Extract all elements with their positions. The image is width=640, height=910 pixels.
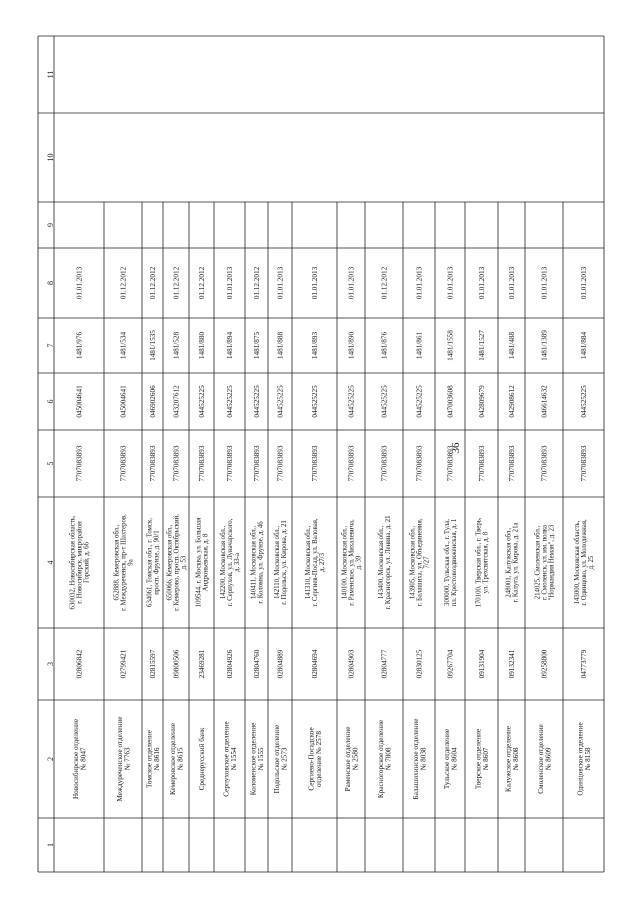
branch-address-line: 143400, Московская обл., <box>377 525 385 600</box>
branch-reg-number <box>416 332 424 360</box>
branch-address-line: 7/27 <box>423 556 431 569</box>
branch-inn-line: 7707083893 <box>311 445 320 482</box>
branch-reg-number-line: 1481/890 <box>347 331 356 360</box>
branch-address-line: г. Калуга, ул. Кирова, д. 21а <box>512 522 520 603</box>
branch-name-line: № 8615 <box>176 747 185 771</box>
branch-inn <box>149 445 157 481</box>
branch-date-line: 01.01.2013 <box>508 266 517 300</box>
branch-address-line: "Нормандия Неман", д. 23 <box>548 524 556 601</box>
branch-code-line: 23469281 <box>198 649 207 679</box>
branch-address-line: г. Серпухов, ул. Луначарского, <box>226 518 234 607</box>
branch-code <box>478 649 486 678</box>
branch-bik-line: 046614632 <box>540 385 549 418</box>
branch-inn-line: 7707083893 <box>580 445 589 482</box>
column-number: 5 <box>46 461 55 466</box>
branch-date-line: 01.01.2013 <box>276 266 285 300</box>
branch-code-line: 09800506 <box>172 649 181 679</box>
branch-reg-number-line: 1481/875 <box>253 331 262 360</box>
branch-inn <box>508 445 516 481</box>
branch-reg-number <box>508 332 516 360</box>
column-number: 3 <box>46 662 55 666</box>
branch-reg-number <box>381 332 389 360</box>
branch-bik-line: 044525225 <box>253 385 262 418</box>
branch-name-line: № 8616 <box>152 747 161 771</box>
branch-code-line: 02804889 <box>276 649 285 679</box>
branch-inn-line: 7707083893 <box>347 445 356 482</box>
branch-code <box>76 649 84 678</box>
branch-reg-number-line: 1481/861 <box>415 331 424 360</box>
branch-inn-line: 7707083893 <box>149 445 158 482</box>
branch-address-line: 143000, Московская область, <box>573 520 581 605</box>
branch-bik <box>76 385 84 418</box>
branch-inn <box>541 445 549 481</box>
branch-name <box>377 720 393 798</box>
branch-address-line: г. Одинцово, ул. Молодежная, <box>580 519 588 606</box>
branch-date-line: 01.12.2012 <box>149 266 158 300</box>
branch-date-line: 01.12.2012 <box>253 266 262 300</box>
branch-date-line: 01.01.2013 <box>75 266 84 300</box>
branch-bik-line: 044525225 <box>198 385 207 418</box>
branch-bik <box>198 385 206 418</box>
branch-address-line: 248001, Калужская обл., <box>505 527 513 598</box>
branch-name-line: Одинцовское отделение <box>576 722 585 796</box>
branch-code <box>311 649 319 678</box>
branch-bik <box>508 385 516 418</box>
branch-address-line: 140411, Московская обл., <box>250 525 258 600</box>
branch-code-line: 09267704 <box>446 649 455 679</box>
column-number: 6 <box>46 399 55 404</box>
branch-code-line: 02804760 <box>253 649 262 679</box>
branch-date <box>198 266 206 299</box>
branch-name-line: Кемеровское отделение <box>168 722 177 796</box>
branch-name-line: № 8607 <box>481 747 490 771</box>
branch-address-line: 142200, Московская обл., <box>219 525 227 600</box>
branch-name <box>169 723 185 795</box>
branch-inn <box>381 445 389 481</box>
branch-name-line: Среднерусский банк <box>198 727 207 791</box>
branch-name-line: Балашихинское отделение <box>411 718 420 800</box>
branch-bik-line: 044525225 <box>311 385 320 418</box>
branch-name-line: Красногорское отделение <box>376 719 385 799</box>
branch-address-line: 141310, Московская обл., <box>304 525 312 600</box>
branch-code <box>447 649 455 678</box>
branch-date <box>348 266 356 299</box>
branch-address-line: г. Подольск, ул. Кирова, д. 21 <box>280 520 288 605</box>
branch-inn <box>76 445 84 481</box>
branch-inn-line: 7707083893 <box>380 445 389 482</box>
branch-bik <box>348 385 356 418</box>
branch-bik <box>311 385 319 418</box>
branch-address-line: 170100, Тверская обл., г. Тверь, <box>475 517 483 608</box>
branch-address-line: д. 53 <box>180 555 188 570</box>
branch-address-line: г. Новосибирск, микрорайон <box>76 521 84 604</box>
branch-bik-line: 044525225 <box>580 385 589 418</box>
branch-date <box>76 266 84 299</box>
branch-reg-number-line: 1481/528 <box>172 331 181 360</box>
branch-address-line: 630032, Новосибирская область, <box>69 515 77 610</box>
branch-address-line: д. 39 <box>355 555 363 570</box>
branch-reg-number-line: 1481/894 <box>226 331 235 360</box>
branch-address <box>195 518 209 607</box>
branch-name <box>222 721 238 796</box>
branch-code <box>120 649 128 678</box>
branch-inn-line: 7707083893 <box>276 445 285 482</box>
branch-address-line: д. 25 <box>588 555 596 570</box>
branch-date <box>381 266 389 299</box>
branch-name-line: № 2580 <box>351 747 360 771</box>
branch-bik <box>149 385 157 418</box>
branch-address <box>113 514 134 611</box>
branch-address-line: 142110, Московская обл., <box>273 525 281 600</box>
column-number: 11 <box>46 70 55 79</box>
branch-code <box>173 649 181 678</box>
branch-address-line: г. Междуреченск, пр-т Шахтеров, <box>120 514 128 611</box>
branch-bik <box>277 385 285 418</box>
branch-date <box>447 266 455 299</box>
branch-code-line: 09131904 <box>478 649 487 679</box>
branch-address-line: 214025, Смоленская обл., <box>534 525 542 600</box>
branch-name <box>443 729 459 789</box>
branch-reg-number <box>580 332 588 360</box>
branch-inn-line: 7707083893 <box>478 445 487 482</box>
branch-bik-line: 044525225 <box>415 385 424 418</box>
branch-address <box>409 518 430 606</box>
branch-inn-line: 7707083893 <box>446 445 455 482</box>
branch-date-line: 01.01.2013 <box>415 266 424 300</box>
branch-date-line: 01.01.2013 <box>580 266 589 300</box>
branch-bik <box>541 385 549 418</box>
branch-inn <box>277 445 285 481</box>
branch-address-line: ул. Трехсвятская, д. 8 <box>482 531 490 594</box>
branch-address-line: 140100, Московская обл., <box>341 525 349 600</box>
branch-bik-line: 044525225 <box>276 385 285 418</box>
branch-date <box>226 266 234 299</box>
branch-bik-line: 047003608 <box>446 385 455 418</box>
branch-inn <box>173 445 181 481</box>
branch-address <box>378 515 392 609</box>
branch-name-line: № 8604 <box>450 747 459 771</box>
branch-code-line: 02806842 <box>75 649 84 679</box>
branch-address <box>505 523 519 603</box>
branch-bik-line: 045004641 <box>119 385 128 418</box>
branch-inn-line: 7707083893 <box>540 445 549 482</box>
branch-inn-line: 7707083893 <box>172 445 181 482</box>
branch-address-line: г. Сергиев-Посад, ул. Валовая, <box>311 518 319 607</box>
branch-code-line: 02804903 <box>347 649 356 679</box>
branch-date <box>311 266 319 299</box>
branch-name-line: № 7763 <box>123 747 132 771</box>
branch-name-line: № 8609 <box>544 747 553 771</box>
branch-bik <box>226 385 234 418</box>
branch-inn-line: 7707083893 <box>226 445 235 482</box>
branch-date-line: 01.01.2013 <box>478 266 487 300</box>
branch-address-line: г. Красногорск, ул. Ленина, д. 21 <box>384 515 392 610</box>
branch-address <box>220 518 241 606</box>
branch-date-line: 01.01.2013 <box>311 266 320 300</box>
branch-reg-number-line: 1481/893 <box>311 331 320 360</box>
branch-code-line: 02815597 <box>149 649 158 679</box>
branch-bik-line: 042809679 <box>478 385 487 418</box>
branch-code-line: 02830125 <box>415 649 424 679</box>
branch-inn-line: 7707083893 <box>508 445 517 482</box>
column-number: 10 <box>46 153 55 162</box>
branch-bik <box>580 385 588 418</box>
branch-code <box>348 649 356 678</box>
branch-name-line: Сергиево-Посадское <box>307 727 316 791</box>
branch-name-line: Томское отделение <box>145 730 154 788</box>
branch-date <box>120 266 128 299</box>
branch-address-line: Андроньевская, д. 8 <box>202 533 210 592</box>
branch-name <box>145 730 161 788</box>
branch-inn <box>348 445 356 481</box>
branch-date-line: 01.12.2012 <box>198 266 207 300</box>
branch-bik-line: 043207612 <box>172 385 181 418</box>
branch-code-line: 09258800 <box>540 649 549 679</box>
branch-inn <box>120 445 128 481</box>
branch-address <box>475 517 489 607</box>
branch-date-line: 01.01.2013 <box>446 266 455 300</box>
branch-address-line: 9а <box>127 559 135 566</box>
branch-date <box>580 266 588 299</box>
branch-inn <box>416 445 424 481</box>
branch-bik-line: 042908612 <box>508 385 517 418</box>
branch-inn <box>198 445 206 481</box>
branch-name-line: № 8047 <box>79 747 88 771</box>
branch-address <box>69 515 90 609</box>
branch-address-line: г. Кемерово, просп. Октябрьский, <box>173 514 181 611</box>
branch-reg-number-line: 1481/976 <box>75 331 84 360</box>
branch-reg-number-line: 1481/888 <box>276 331 285 360</box>
branch-date <box>277 266 285 299</box>
branch-code-line: 02799421 <box>119 649 128 679</box>
branch-inn <box>253 445 261 481</box>
branch-reg-number-line: 1481/1389 <box>540 330 549 361</box>
branch-date <box>253 266 261 299</box>
branch-code <box>253 649 261 678</box>
branch-name <box>474 729 490 789</box>
branch-code-line: 02804926 <box>226 649 235 679</box>
branch-name <box>273 725 289 794</box>
branch-reg-number <box>76 332 84 360</box>
branch-date <box>173 266 181 299</box>
branch-name <box>412 719 428 800</box>
branch-reg-number-line: 1481/880 <box>198 331 207 360</box>
branch-reg-number-line: 1481/488 <box>508 331 517 360</box>
branch-name-line: Раменское отделение <box>343 726 352 792</box>
branch-date <box>508 266 516 299</box>
branch-reg-number <box>173 332 181 360</box>
branch-reg-number <box>149 330 157 361</box>
branch-bik-line: 044525225 <box>347 385 356 418</box>
branch-name <box>198 727 206 790</box>
branch-date-line: 01.12.2012 <box>172 266 181 300</box>
branch-reg-number <box>277 332 285 360</box>
branch-name-line: № 8038 <box>419 747 428 771</box>
branch-code <box>277 649 285 678</box>
branch-reg-number <box>226 332 234 360</box>
branch-code <box>580 649 588 678</box>
branch-bik <box>381 385 389 418</box>
branch-date-line: 01.01.2013 <box>347 266 356 300</box>
branch-date <box>416 266 424 299</box>
branch-date-line: 01.01.2013 <box>540 266 549 300</box>
branch-inn <box>580 445 588 481</box>
branch-address-line: просп. Фрунзе, д. 90/1 <box>153 530 161 595</box>
branch-code-line: 04773779 <box>580 649 589 679</box>
branch-bik <box>447 385 455 418</box>
branch-bik <box>478 385 486 418</box>
branch-name-line: № 8608 <box>511 747 520 771</box>
branch-address-line: 143905, Московская обл., <box>409 525 417 600</box>
branch-reg-number-line: 1481/1535 <box>149 330 158 361</box>
branch-address <box>341 519 362 606</box>
branch-address-line: д. 27/3 <box>319 553 327 572</box>
branch-reg-number <box>198 332 206 360</box>
branch-address <box>250 521 264 604</box>
branch-name-line: № 1554 <box>229 747 238 771</box>
branch-name <box>72 719 88 799</box>
branch-bik <box>173 385 181 418</box>
column-number: 8 <box>46 281 55 285</box>
branch-address-line: г. Раменское, ул. Михалевича, <box>348 519 356 606</box>
branch-code <box>541 649 549 678</box>
branch-address-line: 634061, Томская обл., г. Томск, <box>146 518 154 607</box>
branch-date-line: 01.12.2012 <box>119 266 128 300</box>
branch-reg-number <box>478 330 486 361</box>
branch-code-line: 02804694 <box>311 649 320 679</box>
branch-address <box>146 518 160 607</box>
branch-address <box>166 514 187 611</box>
branch-address-line: 109544, г. Москва, ул. Большая <box>195 517 203 608</box>
branch-name <box>249 723 265 796</box>
branch-reg-number-line: 1481/876 <box>380 331 389 360</box>
branch-name-line: Новосибирское отделение <box>71 718 80 800</box>
branch-name-line: Тульское отделение <box>442 728 451 790</box>
branch-name <box>344 727 360 792</box>
branch-bik <box>416 385 424 418</box>
branch-date <box>541 266 549 299</box>
branch-address <box>274 520 288 605</box>
branch-address-line: г. Смоленск, ул. им. полка <box>541 524 549 601</box>
branch-inn-line: 7707083893 <box>75 445 84 482</box>
branch-name <box>116 717 132 802</box>
branch-code-line: 02804777 <box>380 649 389 679</box>
branch-inn-line: 7707083893 <box>415 445 424 482</box>
branch-address-line: Горский, д. 66 <box>83 542 91 583</box>
column-number: 9 <box>46 223 55 227</box>
branch-name-line: Смоленское отделение <box>536 724 545 794</box>
branch-name-line: № 7808 <box>384 747 393 771</box>
branch-inn <box>311 445 319 481</box>
branch-inn-line: 7707083893 <box>253 445 262 482</box>
column-number: 4 <box>46 560 55 565</box>
branch-address-line: г. Балашиха, ул. Объединения, <box>416 518 424 607</box>
branch-address-line: д. 33-а <box>234 553 242 572</box>
branch-name <box>307 727 323 790</box>
branch-address-line: пл. Крестовоздвиженская, д. 1 <box>450 518 458 607</box>
branch-name <box>504 726 520 792</box>
branch-reg-number <box>120 332 128 360</box>
branch-name-line: отделение № 2578 <box>314 731 323 787</box>
branch-name-line: Серпуховское отделение <box>222 721 231 797</box>
branch-address <box>534 524 555 600</box>
branch-address-line: 650066, Кемеровская обл., <box>166 524 174 601</box>
branch-name <box>576 722 592 795</box>
branch-reg-number <box>311 332 319 360</box>
branch-code <box>416 649 424 678</box>
branch-bik-line: 046902606 <box>149 385 158 418</box>
branch-date <box>478 266 486 299</box>
branch-name-line: Подольское отделение <box>272 724 281 794</box>
branch-reg-number <box>348 332 356 360</box>
branch-bik <box>253 385 261 418</box>
branch-name-line: № 8158 <box>583 747 592 771</box>
branch-address-line: 652888, Кемеровская обл., <box>113 524 121 601</box>
branch-reg-number <box>447 330 455 361</box>
branch-inn <box>226 445 234 481</box>
branch-bik-line: 044525225 <box>380 385 389 418</box>
column-number: 2 <box>46 757 55 761</box>
branch-reg-number-line: 1481/534 <box>119 331 128 360</box>
column-number: 7 <box>46 343 55 348</box>
branch-reg-number-line: 1481/1558 <box>446 330 455 361</box>
branch-bik-line: 045004641 <box>75 385 84 418</box>
branch-date-line: 01.12.2012 <box>380 266 389 300</box>
branch-code <box>149 649 157 678</box>
branch-code <box>508 649 516 678</box>
branch-reg-number <box>541 330 549 361</box>
branch-name <box>537 724 553 794</box>
branch-name-line: Тверское отделение <box>474 728 483 790</box>
branch-code <box>381 649 389 678</box>
branch-code <box>226 649 234 678</box>
page-number: 36 <box>450 442 462 454</box>
branch-inn-line: 7707083893 <box>198 445 207 482</box>
branch-reg-number <box>253 332 261 360</box>
branch-name-line: Калужское отделение <box>504 726 513 792</box>
branch-code <box>198 649 206 678</box>
branch-name-line: Междуреченское отделение <box>115 716 124 802</box>
branch-address-line: г. Коломна, ул. Фрунзе, д. 46 <box>257 521 265 604</box>
branch-address-line: 300000, Тульская обл., г. Тула, <box>443 519 451 606</box>
branch-name-line: Коломенское отделение <box>249 722 258 796</box>
branch-name-line: № 1555 <box>256 747 265 771</box>
branch-address <box>444 519 458 607</box>
branch-code-line: 09132341 <box>508 649 517 679</box>
branch-reg-number-line: 1481/1527 <box>478 330 487 361</box>
branch-bik-line: 044525225 <box>226 385 235 418</box>
column-number: 1 <box>46 843 55 847</box>
branch-inn-line: 7707083893 <box>119 445 128 482</box>
branch-name-line: № 2573 <box>280 747 289 771</box>
branch-date <box>149 266 157 299</box>
branch-inn <box>478 445 486 481</box>
branch-address <box>305 518 326 606</box>
branch-reg-number-line: 1481/884 <box>580 331 589 360</box>
branch-bik <box>120 385 128 418</box>
branch-address <box>574 519 595 606</box>
branch-date-line: 01.01.2013 <box>226 266 235 300</box>
